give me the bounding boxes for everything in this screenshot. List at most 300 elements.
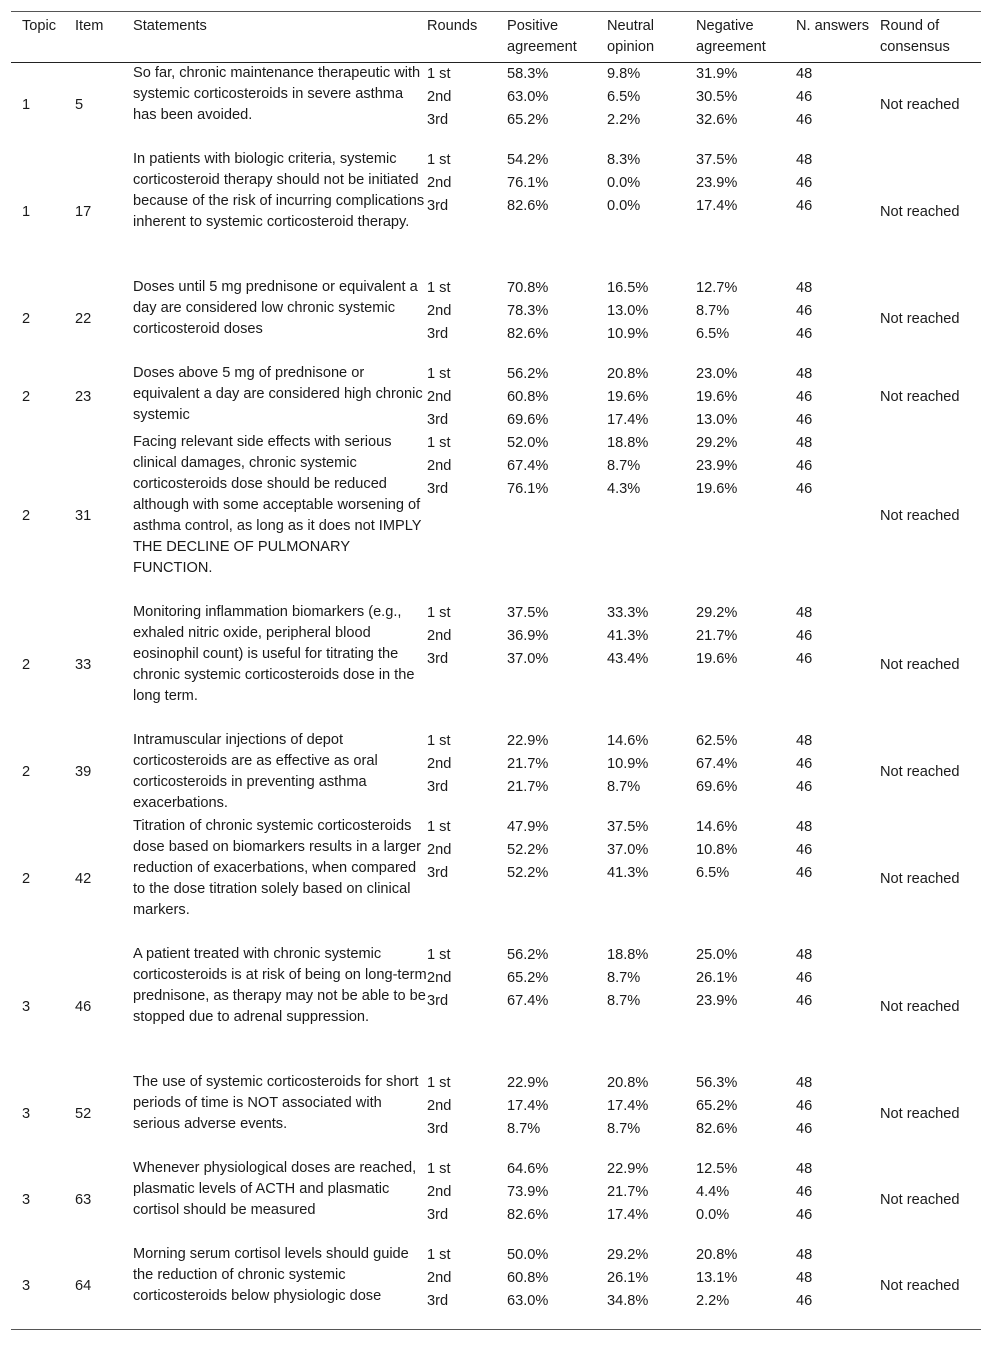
neutral-cell — [607, 432, 696, 602]
consensus-table — [11, 11, 981, 1330]
n-cell — [796, 149, 880, 277]
positive-value: 63.0% — [507, 89, 549, 105]
neutral-value: 20.8% — [607, 1074, 649, 1091]
topic-cell: 3 — [22, 1106, 31, 1122]
n-value: 46 — [796, 174, 813, 191]
positive-value: 37.0% — [507, 650, 549, 667]
positive-value: 56.2% — [507, 365, 549, 382]
positive-value: 21.7% — [507, 755, 549, 772]
negative-cell — [696, 277, 796, 363]
neutral-value: 10.9% — [607, 325, 649, 342]
table-row — [11, 602, 981, 730]
positive-value: 22.9% — [507, 1074, 549, 1091]
n-value: 48 — [796, 279, 813, 296]
consensus-cell: Not reached — [880, 999, 960, 1015]
negative-cell — [696, 432, 796, 602]
positive-value: 76.1% — [507, 480, 549, 497]
rounds-value: 2nd — [427, 755, 452, 772]
neutral-cell — [607, 363, 696, 432]
positive-value: 60.8% — [507, 1269, 549, 1286]
positive-cell — [507, 1244, 607, 1330]
rounds-cell — [427, 602, 507, 730]
positive-value: 37.5% — [507, 604, 549, 621]
n-cell — [796, 277, 880, 363]
neutral-cell — [607, 816, 696, 944]
negative-cell — [696, 149, 796, 277]
statement-cell: Monitoring inflammation biomarkers (e.g., exhaled nitric oxide, peripheral blood eosinophil count) is useful for titrating the chronic systemic corticosteroids dose in the long term. — [133, 603, 415, 704]
rounds-value: 3rd — [427, 864, 449, 881]
n-value: 48 — [796, 434, 813, 451]
neutral-value: 17.4% — [607, 411, 649, 428]
n-value: 46 — [796, 480, 813, 497]
positive-value: 78.3% — [507, 302, 549, 319]
negative-value: 67.4% — [696, 755, 738, 772]
item-cell: 46 — [75, 999, 92, 1015]
item-cell: 39 — [75, 764, 92, 780]
negative-value: 20.8% — [696, 1246, 738, 1263]
positive-value: 82.6% — [507, 1206, 549, 1223]
statement-cell: Intramuscular injections of depot corticosteroids are as effective as oral corticosteroids in preventing asthma exacerbations. — [133, 731, 378, 811]
n-value: 46 — [796, 112, 813, 128]
negative-value: 56.3% — [696, 1074, 738, 1091]
rounds-value: 3rd — [427, 1120, 449, 1137]
header-statements: Statements — [133, 12, 427, 63]
rounds-value: 2nd — [427, 1269, 452, 1286]
rounds-value: 3rd — [427, 325, 449, 342]
neutral-cell — [607, 149, 696, 277]
neutral-cell — [607, 1244, 696, 1330]
header-neutral: Neutral opinion — [607, 12, 696, 63]
negative-value: 21.7% — [696, 627, 738, 644]
neutral-value: 37.5% — [607, 818, 649, 835]
table-row — [11, 149, 981, 277]
item-cell: 17 — [75, 204, 92, 220]
positive-cell — [507, 149, 607, 277]
positive-cell — [507, 63, 607, 149]
neutral-value: 19.6% — [607, 388, 649, 405]
neutral-value: 26.1% — [607, 1269, 649, 1286]
positive-value: 58.3% — [507, 66, 549, 82]
neutral-value: 9.8% — [607, 66, 641, 82]
n-value: 46 — [796, 864, 813, 881]
n-value: 46 — [796, 1183, 813, 1200]
statement-cell: The use of systemic corticosteroids for short periods of time is NOT associated with serious adverse events. — [133, 1073, 419, 1132]
topic-cell: 1 — [22, 204, 31, 220]
n-value: 46 — [796, 650, 813, 667]
item-cell: 31 — [75, 508, 92, 524]
consensus-cell: Not reached — [880, 1106, 960, 1122]
neutral-value: 16.5% — [607, 279, 649, 296]
rounds-value: 3rd — [427, 1206, 449, 1223]
n-value: 46 — [796, 1292, 813, 1309]
consensus-cell: Not reached — [880, 311, 960, 327]
table-row — [11, 363, 981, 432]
rounds-value: 2nd — [427, 388, 452, 405]
topic-cell: 2 — [22, 508, 31, 524]
positive-cell — [507, 432, 607, 602]
rounds-value: 1 st — [427, 151, 451, 168]
table-row — [11, 730, 981, 816]
rounds-value: 3rd — [427, 197, 449, 214]
topic-cell: 1 — [22, 97, 31, 114]
consensus-cell: Not reached — [880, 1244, 981, 1330]
rounds-cell — [427, 1244, 507, 1330]
item-cell: 42 — [75, 871, 92, 887]
positive-value: 69.6% — [507, 411, 549, 428]
n-value: 46 — [796, 627, 813, 644]
n-value: 48 — [796, 151, 813, 168]
negative-cell — [696, 1072, 796, 1158]
positive-value: 54.2% — [507, 151, 549, 168]
negative-value: 10.8% — [696, 841, 738, 858]
negative-value: 17.4% — [696, 197, 738, 214]
negative-cell — [696, 602, 796, 730]
n-value: 46 — [796, 325, 813, 342]
n-value: 46 — [796, 992, 813, 1009]
positive-value: 22.9% — [507, 732, 549, 749]
negative-value: 82.6% — [696, 1120, 738, 1137]
header-row — [11, 12, 981, 63]
positive-value: 56.2% — [507, 946, 549, 963]
neutral-cell — [607, 1072, 696, 1158]
negative-value: 12.7% — [696, 279, 738, 296]
negative-value: 2.2% — [696, 1292, 730, 1309]
topic-cell: 2 — [22, 657, 31, 673]
positive-cell — [507, 277, 607, 363]
n-value: 46 — [796, 457, 813, 474]
neutral-value: 43.4% — [607, 650, 649, 667]
n-value: 46 — [796, 411, 813, 428]
rounds-value: 3rd — [427, 1292, 449, 1309]
header-rounds: Rounds — [427, 12, 507, 63]
neutral-value: 6.5% — [607, 89, 641, 105]
consensus-cell: Not reached — [880, 508, 960, 524]
topic-cell: 2 — [22, 388, 31, 405]
negative-value: 6.5% — [696, 864, 730, 881]
n-value: 48 — [796, 604, 813, 621]
n-value: 48 — [796, 66, 813, 82]
positive-value: 65.2% — [507, 112, 549, 128]
consensus-cell: Not reached — [880, 871, 960, 887]
table-row — [11, 944, 981, 1072]
neutral-value: 13.0% — [607, 302, 649, 319]
neutral-value: 17.4% — [607, 1206, 649, 1223]
item-cell: 52 — [75, 1106, 92, 1122]
positive-value: 82.6% — [507, 325, 549, 342]
positive-cell — [507, 730, 607, 816]
rounds-cell — [427, 149, 507, 277]
negative-cell — [696, 816, 796, 944]
statement-cell: Titration of chronic systemic corticosteroids dose based on biomarkers results in a larger reduction of exacerbations, when compared to the dose titration solely based on clinical markers. — [133, 817, 421, 918]
positive-value: 60.8% — [507, 388, 549, 405]
rounds-value: 3rd — [427, 480, 449, 497]
negative-value: 62.5% — [696, 732, 738, 749]
rounds-value: 2nd — [427, 89, 452, 105]
n-value: 46 — [796, 1097, 813, 1114]
rounds-value: 1 st — [427, 732, 451, 749]
statement-cell: Whenever physiological doses are reached, plasmatic levels of ACTH and plasmatic cortisol should be measured — [133, 1159, 417, 1218]
negative-value: 19.6% — [696, 650, 738, 667]
negative-value: 23.0% — [696, 365, 738, 382]
rounds-value: 1 st — [427, 1246, 451, 1263]
topic-cell: 2 — [22, 871, 31, 887]
negative-cell — [696, 1244, 796, 1330]
rounds-value: 1 st — [427, 946, 451, 963]
rounds-value: 1 st — [427, 365, 451, 382]
negative-cell — [696, 944, 796, 1072]
positive-cell — [507, 1158, 607, 1244]
positive-value: 36.9% — [507, 627, 549, 644]
item-cell: 63 — [75, 1192, 92, 1208]
neutral-value: 41.3% — [607, 864, 649, 881]
neutral-value: 33.3% — [607, 604, 649, 621]
rounds-value: 1 st — [427, 66, 451, 82]
n-value: 46 — [796, 1206, 813, 1223]
statement-cell: Doses above 5 mg of prednisone or equivalent a day are considered high chronic systemic — [133, 364, 423, 423]
rounds-value: 2nd — [427, 1183, 452, 1200]
rounds-value: 3rd — [427, 778, 449, 795]
negative-value: 14.6% — [696, 818, 738, 835]
neutral-value: 41.3% — [607, 627, 649, 644]
statement-cell: A patient treated with chronic systemic corticosteroids is at risk of being on long-term prednisone, as therapy may not be able to be stopped due to adrenal suppression. — [133, 945, 427, 1025]
n-value: 46 — [796, 778, 813, 795]
rounds-cell — [427, 730, 507, 816]
n-value: 48 — [796, 1160, 813, 1177]
neutral-value: 20.8% — [607, 365, 649, 382]
topic-cell: 2 — [22, 764, 31, 780]
neutral-value: 0.0% — [607, 174, 641, 191]
n-value: 48 — [796, 818, 813, 835]
n-cell — [796, 363, 880, 432]
positive-value: 70.8% — [507, 279, 549, 296]
neutral-value: 8.7% — [607, 992, 641, 1009]
n-cell — [796, 944, 880, 1072]
positive-cell — [507, 1072, 607, 1158]
positive-cell — [507, 602, 607, 730]
consensus-cell: Not reached — [880, 97, 960, 114]
negative-value: 23.9% — [696, 457, 738, 474]
item-cell: 64 — [75, 1244, 133, 1330]
positive-value: 52.0% — [507, 434, 549, 451]
rounds-cell — [427, 816, 507, 944]
rounds-cell — [427, 1158, 507, 1244]
positive-cell — [507, 816, 607, 944]
neutral-value: 0.0% — [607, 197, 641, 214]
n-value: 46 — [796, 1120, 813, 1137]
consensus-cell: Not reached — [880, 1192, 960, 1208]
negative-value: 30.5% — [696, 89, 738, 105]
rounds-value: 1 st — [427, 604, 451, 621]
header-negative: Negative agreement — [696, 12, 796, 63]
neutral-value: 14.6% — [607, 732, 649, 749]
neutral-value: 21.7% — [607, 1183, 649, 1200]
neutral-cell — [607, 63, 696, 149]
positive-value: 50.0% — [507, 1246, 549, 1263]
neutral-cell — [607, 1158, 696, 1244]
negative-value: 26.1% — [696, 969, 738, 986]
negative-value: 13.1% — [696, 1269, 738, 1286]
consensus-cell: Not reached — [880, 657, 960, 673]
negative-cell — [696, 63, 796, 149]
header-consensus: Round of consensus — [880, 12, 981, 63]
neutral-cell — [607, 602, 696, 730]
n-value: 46 — [796, 197, 813, 214]
header-positive: Positive agreement — [507, 12, 607, 63]
n-cell — [796, 1158, 880, 1244]
negative-value: 23.9% — [696, 174, 738, 191]
n-value: 46 — [796, 388, 813, 405]
positive-value: 17.4% — [507, 1097, 549, 1114]
positive-value: 64.6% — [507, 1160, 549, 1177]
item-cell: 33 — [75, 657, 92, 673]
n-value: 48 — [796, 732, 813, 749]
item-cell: 5 — [75, 97, 84, 114]
rounds-value: 3rd — [427, 411, 449, 428]
positive-value: 65.2% — [507, 969, 549, 986]
negative-value: 8.7% — [696, 302, 730, 319]
negative-value: 13.0% — [696, 411, 738, 428]
negative-value: 31.9% — [696, 66, 738, 82]
neutral-value: 8.3% — [607, 151, 641, 168]
rounds-value: 2nd — [427, 1097, 452, 1114]
negative-value: 32.6% — [696, 112, 738, 128]
neutral-value: 18.8% — [607, 946, 649, 963]
table-row — [11, 63, 981, 149]
table-row — [11, 277, 981, 363]
n-cell — [796, 1244, 880, 1330]
table-row — [11, 1072, 981, 1158]
positive-value: 67.4% — [507, 457, 549, 474]
topic-cell: 3 — [11, 1244, 75, 1330]
statement-cell: Morning serum cortisol levels should guide the reduction of chronic systemic corticosteroids below physiologic dose — [133, 1244, 427, 1330]
negative-value: 37.5% — [696, 151, 738, 168]
rounds-value: 2nd — [427, 841, 452, 858]
n-cell — [796, 1072, 880, 1158]
rounds-value: 2nd — [427, 174, 452, 191]
table-row — [11, 432, 981, 602]
rounds-cell — [427, 944, 507, 1072]
neutral-value: 8.7% — [607, 1120, 641, 1137]
positive-cell — [507, 944, 607, 1072]
rounds-value: 1 st — [427, 1160, 451, 1177]
neutral-value: 29.2% — [607, 1246, 649, 1263]
negative-value: 23.9% — [696, 992, 738, 1009]
neutral-value: 8.7% — [607, 457, 641, 474]
statement-cell: Doses until 5 mg prednisone or equivalent a day are considered low chronic systemic corticosteroid doses — [133, 278, 418, 337]
positive-value: 76.1% — [507, 174, 549, 191]
n-value: 48 — [796, 1074, 813, 1091]
header-n-answers: N. answers — [796, 12, 880, 63]
neutral-cell — [607, 730, 696, 816]
rounds-cell — [427, 363, 507, 432]
positive-value: 52.2% — [507, 841, 549, 858]
table-row — [11, 1158, 981, 1244]
negative-value: 12.5% — [696, 1160, 738, 1177]
positive-value: 8.7% — [507, 1120, 541, 1137]
negative-value: 29.2% — [696, 434, 738, 451]
table-row — [11, 816, 981, 944]
rounds-cell — [427, 63, 507, 149]
negative-cell — [696, 363, 796, 432]
n-value: 48 — [796, 365, 813, 382]
neutral-value: 4.3% — [607, 480, 641, 497]
negative-value: 65.2% — [696, 1097, 738, 1114]
n-value: 48 — [796, 946, 813, 963]
rounds-value: 1 st — [427, 1074, 451, 1091]
positive-value: 47.9% — [507, 818, 549, 835]
negative-value: 19.6% — [696, 388, 738, 405]
rounds-cell — [427, 277, 507, 363]
table-row — [11, 1244, 981, 1330]
neutral-value: 18.8% — [607, 434, 649, 451]
consensus-cell: Not reached — [880, 764, 960, 780]
neutral-cell — [607, 944, 696, 1072]
neutral-value: 37.0% — [607, 841, 649, 858]
item-cell: 22 — [75, 311, 92, 327]
rounds-cell — [427, 432, 507, 602]
neutral-value: 34.8% — [607, 1292, 649, 1309]
neutral-value: 2.2% — [607, 112, 641, 128]
positive-value: 63.0% — [507, 1292, 549, 1309]
rounds-value: 3rd — [427, 992, 449, 1009]
statement-cell: Facing relevant side effects with serious clinical damages, chronic systemic corticosteroids dose should be reduced although with some acceptable worsening of asthma control, as long as it does not IMPLY THE DECLINE OF PULMONARY FUNCTION. — [133, 433, 422, 576]
rounds-value: 1 st — [427, 818, 451, 835]
rounds-value: 3rd — [427, 650, 449, 667]
header-item: Item — [75, 12, 133, 63]
rounds-value: 2nd — [427, 302, 452, 319]
negative-value: 69.6% — [696, 778, 738, 795]
n-value: 46 — [796, 755, 813, 772]
n-cell — [796, 816, 880, 944]
table-body — [11, 63, 981, 1330]
rounds-cell — [427, 1072, 507, 1158]
topic-cell: 3 — [22, 1192, 31, 1208]
neutral-value: 8.7% — [607, 969, 641, 986]
negative-value: 25.0% — [696, 946, 738, 963]
negative-value: 0.0% — [696, 1206, 730, 1223]
n-value: 48 — [796, 1269, 813, 1286]
rounds-value: 1 st — [427, 279, 451, 296]
statement-cell: In patients with biologic criteria, systemic corticosteroid therapy should not be initiated because of the risk of incurring complications inherent to systemic corticosteroid therapy. — [133, 150, 425, 230]
consensus-cell: Not reached — [880, 388, 960, 405]
n-cell — [796, 432, 880, 602]
neutral-cell — [607, 277, 696, 363]
positive-cell — [507, 363, 607, 432]
negative-cell — [696, 1158, 796, 1244]
topic-cell: 2 — [22, 311, 31, 327]
consensus-cell: Not reached — [880, 204, 960, 220]
n-value: 46 — [796, 969, 813, 986]
item-cell: 23 — [75, 388, 92, 405]
n-cell — [796, 730, 880, 816]
rounds-value: 1 st — [427, 434, 451, 451]
negative-value: 29.2% — [696, 604, 738, 621]
positive-value: 67.4% — [507, 992, 549, 1009]
header-topic: Topic — [11, 12, 75, 63]
positive-value: 82.6% — [507, 197, 549, 214]
n-cell — [796, 63, 880, 149]
neutral-value: 10.9% — [607, 755, 649, 772]
positive-value: 21.7% — [507, 778, 549, 795]
positive-value: 73.9% — [507, 1183, 549, 1200]
rounds-value: 2nd — [427, 457, 452, 474]
neutral-value: 22.9% — [607, 1160, 649, 1177]
n-value: 48 — [796, 1246, 813, 1263]
rounds-value: 3rd — [427, 112, 449, 128]
n-cell — [796, 602, 880, 730]
n-value: 46 — [796, 89, 813, 105]
rounds-value: 2nd — [427, 969, 452, 986]
